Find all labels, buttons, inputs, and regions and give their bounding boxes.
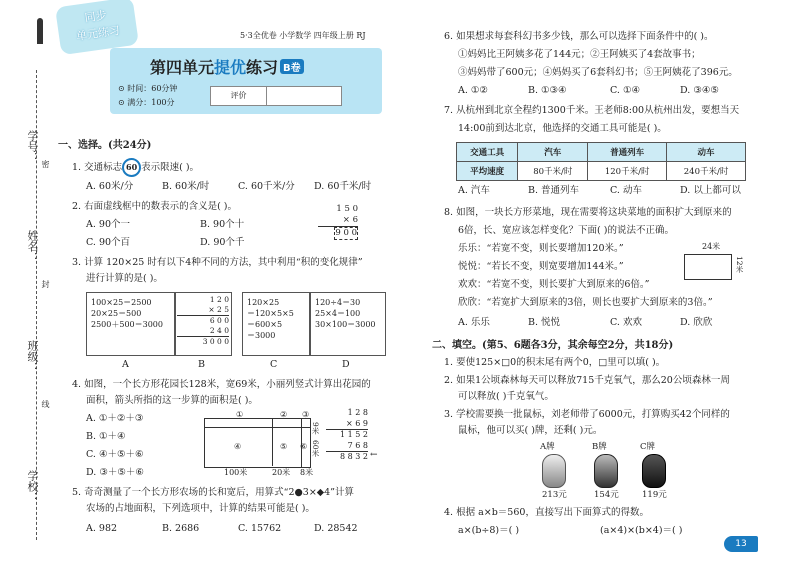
q2-opt-a[interactable]: A. 90个一 xyxy=(86,219,130,230)
region-label-2: ② xyxy=(280,410,288,419)
fill-q1: 1. 要使125×□0的积末尾有两个0，□里可以填( )。 xyxy=(444,357,666,368)
q6-line3: ③妈妈带了600元；④妈妈买了6套科幻书；⑤王阿姨花了396元。 xyxy=(458,67,738,78)
dim-60m: 60米 xyxy=(311,440,320,458)
class-label: 班级： xyxy=(26,340,39,373)
region-label-1: ① xyxy=(236,410,244,419)
name-label: 姓名： xyxy=(26,230,39,263)
seal-mi: 密 xyxy=(41,160,50,168)
mouse-b-icon xyxy=(594,454,618,488)
region-label-5: ⑤ xyxy=(280,442,288,451)
q8-line1: 8. 如图，一块长方形菜地，现在需要将这块菜地的面积扩大到原来的 xyxy=(444,207,732,218)
brand-c-label: C牌 xyxy=(640,442,656,452)
series-label: 5·3全优卷 小学数学 四年级上册 RJ xyxy=(240,31,366,40)
mouse-a-icon xyxy=(542,454,566,488)
time-label: ⊙ 时间：60分钟 xyxy=(118,84,178,93)
q8-opt-b[interactable]: B. 悦悦 xyxy=(528,317,561,328)
seal-feng: 封 xyxy=(41,280,50,288)
q7-opt-b[interactable]: B. 普通列车 xyxy=(528,185,580,196)
region-label-3: ③ xyxy=(302,410,310,419)
fill-q4: 4. 根据 a×b＝560，直接写出下面算式的得数。 xyxy=(444,507,649,518)
q1-opt-b[interactable]: B. 60米/时 xyxy=(162,181,210,192)
q2-opt-b[interactable]: B. 90个十 xyxy=(200,219,245,230)
price-a: 213元 xyxy=(542,490,567,500)
q6-line1: 6. 如果想求每套科幻书多少钱，那么可以选择下面条件中的( )。 xyxy=(444,31,714,42)
fill-q2-line1: 2. 如果1公顷森林每天可以释放715千克氧气，那么20公顷森林一周 xyxy=(444,375,730,386)
q2-opt-c[interactable]: C. 90个百 xyxy=(86,237,131,248)
q8-opt-c[interactable]: C. 欢欢 xyxy=(610,317,642,328)
q3-box-a: 100×25＝2500 20×25＝500 2500＋500＝3000 xyxy=(86,292,176,356)
q4-opt-d[interactable]: D. ③＋⑤＋⑥ xyxy=(86,467,144,478)
fill-q2-line2: 可以释放( )千克氧气。 xyxy=(458,391,554,402)
q8-statement-3: 欢欢：“若宽不变，则长要扩大到原来的6倍。” xyxy=(458,279,650,290)
q1-opt-c[interactable]: C. 60千米/分 xyxy=(238,181,295,192)
q8-statement-1: 乐乐：“若宽不变，则长要增加120米。” xyxy=(458,243,624,254)
q2: 2. 右面虚线框中的数表示的含义是( )。 xyxy=(72,201,238,212)
q3-line1: 3. 计算 120×25 时有以下4种不同的方法，其中利用“积的变化规律” xyxy=(72,257,363,268)
q1-opt-d[interactable]: D. 60千米/时 xyxy=(314,181,372,192)
q7-line2: 14:00前到达北京，他选择的交通工具可能是( )。 xyxy=(458,123,667,134)
q4-vertical-calc: 1 2 8 × 6 9 1 1 5 2 7 6 8 8 8 3 2 xyxy=(326,408,368,463)
garden-rectangle xyxy=(684,254,732,280)
q5-opt-c[interactable]: C. 15762 xyxy=(238,523,282,534)
q4-opt-a[interactable]: A. ①＋②＋③ xyxy=(86,413,144,424)
dim-100m: 100米 xyxy=(224,468,248,477)
q7-opt-c[interactable]: C. 动车 xyxy=(610,185,642,196)
section1-heading: 一、选择。(共24分) xyxy=(58,140,152,151)
section2-heading: 二、填空。(第5、6题各3分，其余每空2分，共18分) xyxy=(432,340,674,351)
q1: 1. 交通标志 60 表示限速( )。 xyxy=(72,158,199,177)
dim-20m: 20米 xyxy=(272,468,291,477)
arrow-icon: ← xyxy=(370,450,378,460)
q1-opt-a[interactable]: A. 60米/分 xyxy=(86,181,134,192)
mouse-c-icon xyxy=(642,454,666,488)
score-full-label: ⊙ 满分：100分 xyxy=(118,98,175,107)
price-c: 119元 xyxy=(642,490,667,500)
q4-opt-b[interactable]: B. ①＋④ xyxy=(86,431,126,442)
fill-q3-line2: 鼠标，他可以买( )牌，还剩( )元。 xyxy=(458,425,603,436)
q6-opt-c[interactable]: C. ①④ xyxy=(610,85,641,96)
q5-opt-d[interactable]: D. 28542 xyxy=(314,523,358,534)
fill-q4-a: a×(b÷8)＝( ) xyxy=(458,525,520,536)
q6-opt-d[interactable]: D. ③④⑤ xyxy=(680,85,719,96)
q8-statement-2: 悦悦：“若长不变，则宽要增加144米。” xyxy=(458,261,624,272)
q4-line2: 面积，箭头所指的这一步算的面积是( )。 xyxy=(86,395,258,406)
b-badge: B卷 xyxy=(280,59,304,74)
q5-line2: 农场的占地面积，下列选项中，计算的结果可能是( )。 xyxy=(86,503,315,514)
q7-opt-d[interactable]: D. 以上都可以 xyxy=(680,185,741,196)
garden-top-strip xyxy=(204,418,310,428)
q7-line1: 7. 从杭州到北京全程约1300千米。王老师8:00从杭州出发，要想当天 xyxy=(444,105,740,116)
speed-sign-icon: 60 xyxy=(122,158,141,177)
dim-8m: 8米 xyxy=(300,468,314,477)
brand-b-label: B牌 xyxy=(592,442,607,452)
fill-q4-b: (a×4)×(b×4)＝( ) xyxy=(600,525,683,536)
school-label: 学校： xyxy=(26,470,39,503)
student-id-label: 学号： xyxy=(26,130,39,163)
q8-statement-4: 欣欣：“若宽扩大到原来的3倍，则长也要扩大到原来的3倍。” xyxy=(458,297,713,308)
q3-label-d[interactable]: D xyxy=(342,359,350,370)
q4-opt-c[interactable]: C. ④＋⑤＋⑥ xyxy=(86,449,144,460)
q3-box-d: 120÷4＝30 25×4＝100 30×100＝3000 xyxy=(310,292,386,356)
q8-opt-d[interactable]: D. 欣欣 xyxy=(680,317,713,328)
price-b: 154元 xyxy=(594,490,619,500)
dim-24m: 24米 xyxy=(702,242,721,251)
page-number: 13 xyxy=(724,536,758,552)
q8-opt-a[interactable]: A. 乐乐 xyxy=(458,317,490,328)
page-title: 第四单元提优练习 B卷 xyxy=(150,55,304,78)
q8-line2: 6倍，长、宽应该怎样变化？下面( )的说法不正确。 xyxy=(458,225,674,236)
region-label-4: ④ xyxy=(234,442,242,451)
seal-xian: 线 xyxy=(41,400,50,408)
q3-box-c: 120×25 ＝120×5×5 ＝600×5 ＝3000 xyxy=(242,292,310,356)
score-box[interactable]: 评价 xyxy=(210,86,342,106)
rocket-icon xyxy=(37,18,43,44)
q3-label-b[interactable]: B xyxy=(198,359,205,370)
fill-q3-line1: 3. 学校需要换一批鼠标，刘老师带了6000元，打算购买42个同样的 xyxy=(444,409,730,420)
q7-opt-a[interactable]: A. 汽车 xyxy=(458,185,490,196)
q3-line2: 进行计算的是( )。 xyxy=(86,273,163,284)
dim-12m: 12米 xyxy=(735,256,744,274)
q2-opt-d[interactable]: D. 90个千 xyxy=(200,237,245,248)
q3-label-c[interactable]: C xyxy=(270,359,278,370)
sync-sticker: 同步 单元练习 xyxy=(55,0,139,55)
dim-9m: 9米 xyxy=(311,422,320,435)
q6-line2: ①妈妈比王阿姨多花了144元；②王阿姨买了4套故事书； xyxy=(458,49,701,60)
region-label-6: ⑥ xyxy=(300,442,308,451)
brand-a-label: A牌 xyxy=(540,442,555,452)
q6-opt-b[interactable]: B. ①③④ xyxy=(528,85,567,96)
q3-label-a[interactable]: A xyxy=(122,359,129,370)
q6-opt-a[interactable]: A. ①② xyxy=(458,85,488,96)
q5-opt-b[interactable]: B. 2686 xyxy=(162,523,200,534)
q5-line1: 5. 奇奇测量了一个长方形农场的长和宽后，用算式“2●3×◆4”计算 xyxy=(72,487,354,498)
q3-box-b: 1 2 0 × 2 5 6 0 0 2 4 0 3 0 0 0 xyxy=(174,292,232,356)
q2-vertical-calc: 1 5 0 × 6 9 0 0 xyxy=(318,204,358,240)
speed-table: 交通工具 汽车 普通列车 动车 平均速度 80千米/时 120千米/时 240千米/时 xyxy=(456,142,746,181)
q4-line1: 4. 如图，一个长方形花园长128米，宽69米，小丽列竖式计算出花园的 xyxy=(72,379,371,390)
q5-opt-a[interactable]: A. 982 xyxy=(86,523,118,534)
